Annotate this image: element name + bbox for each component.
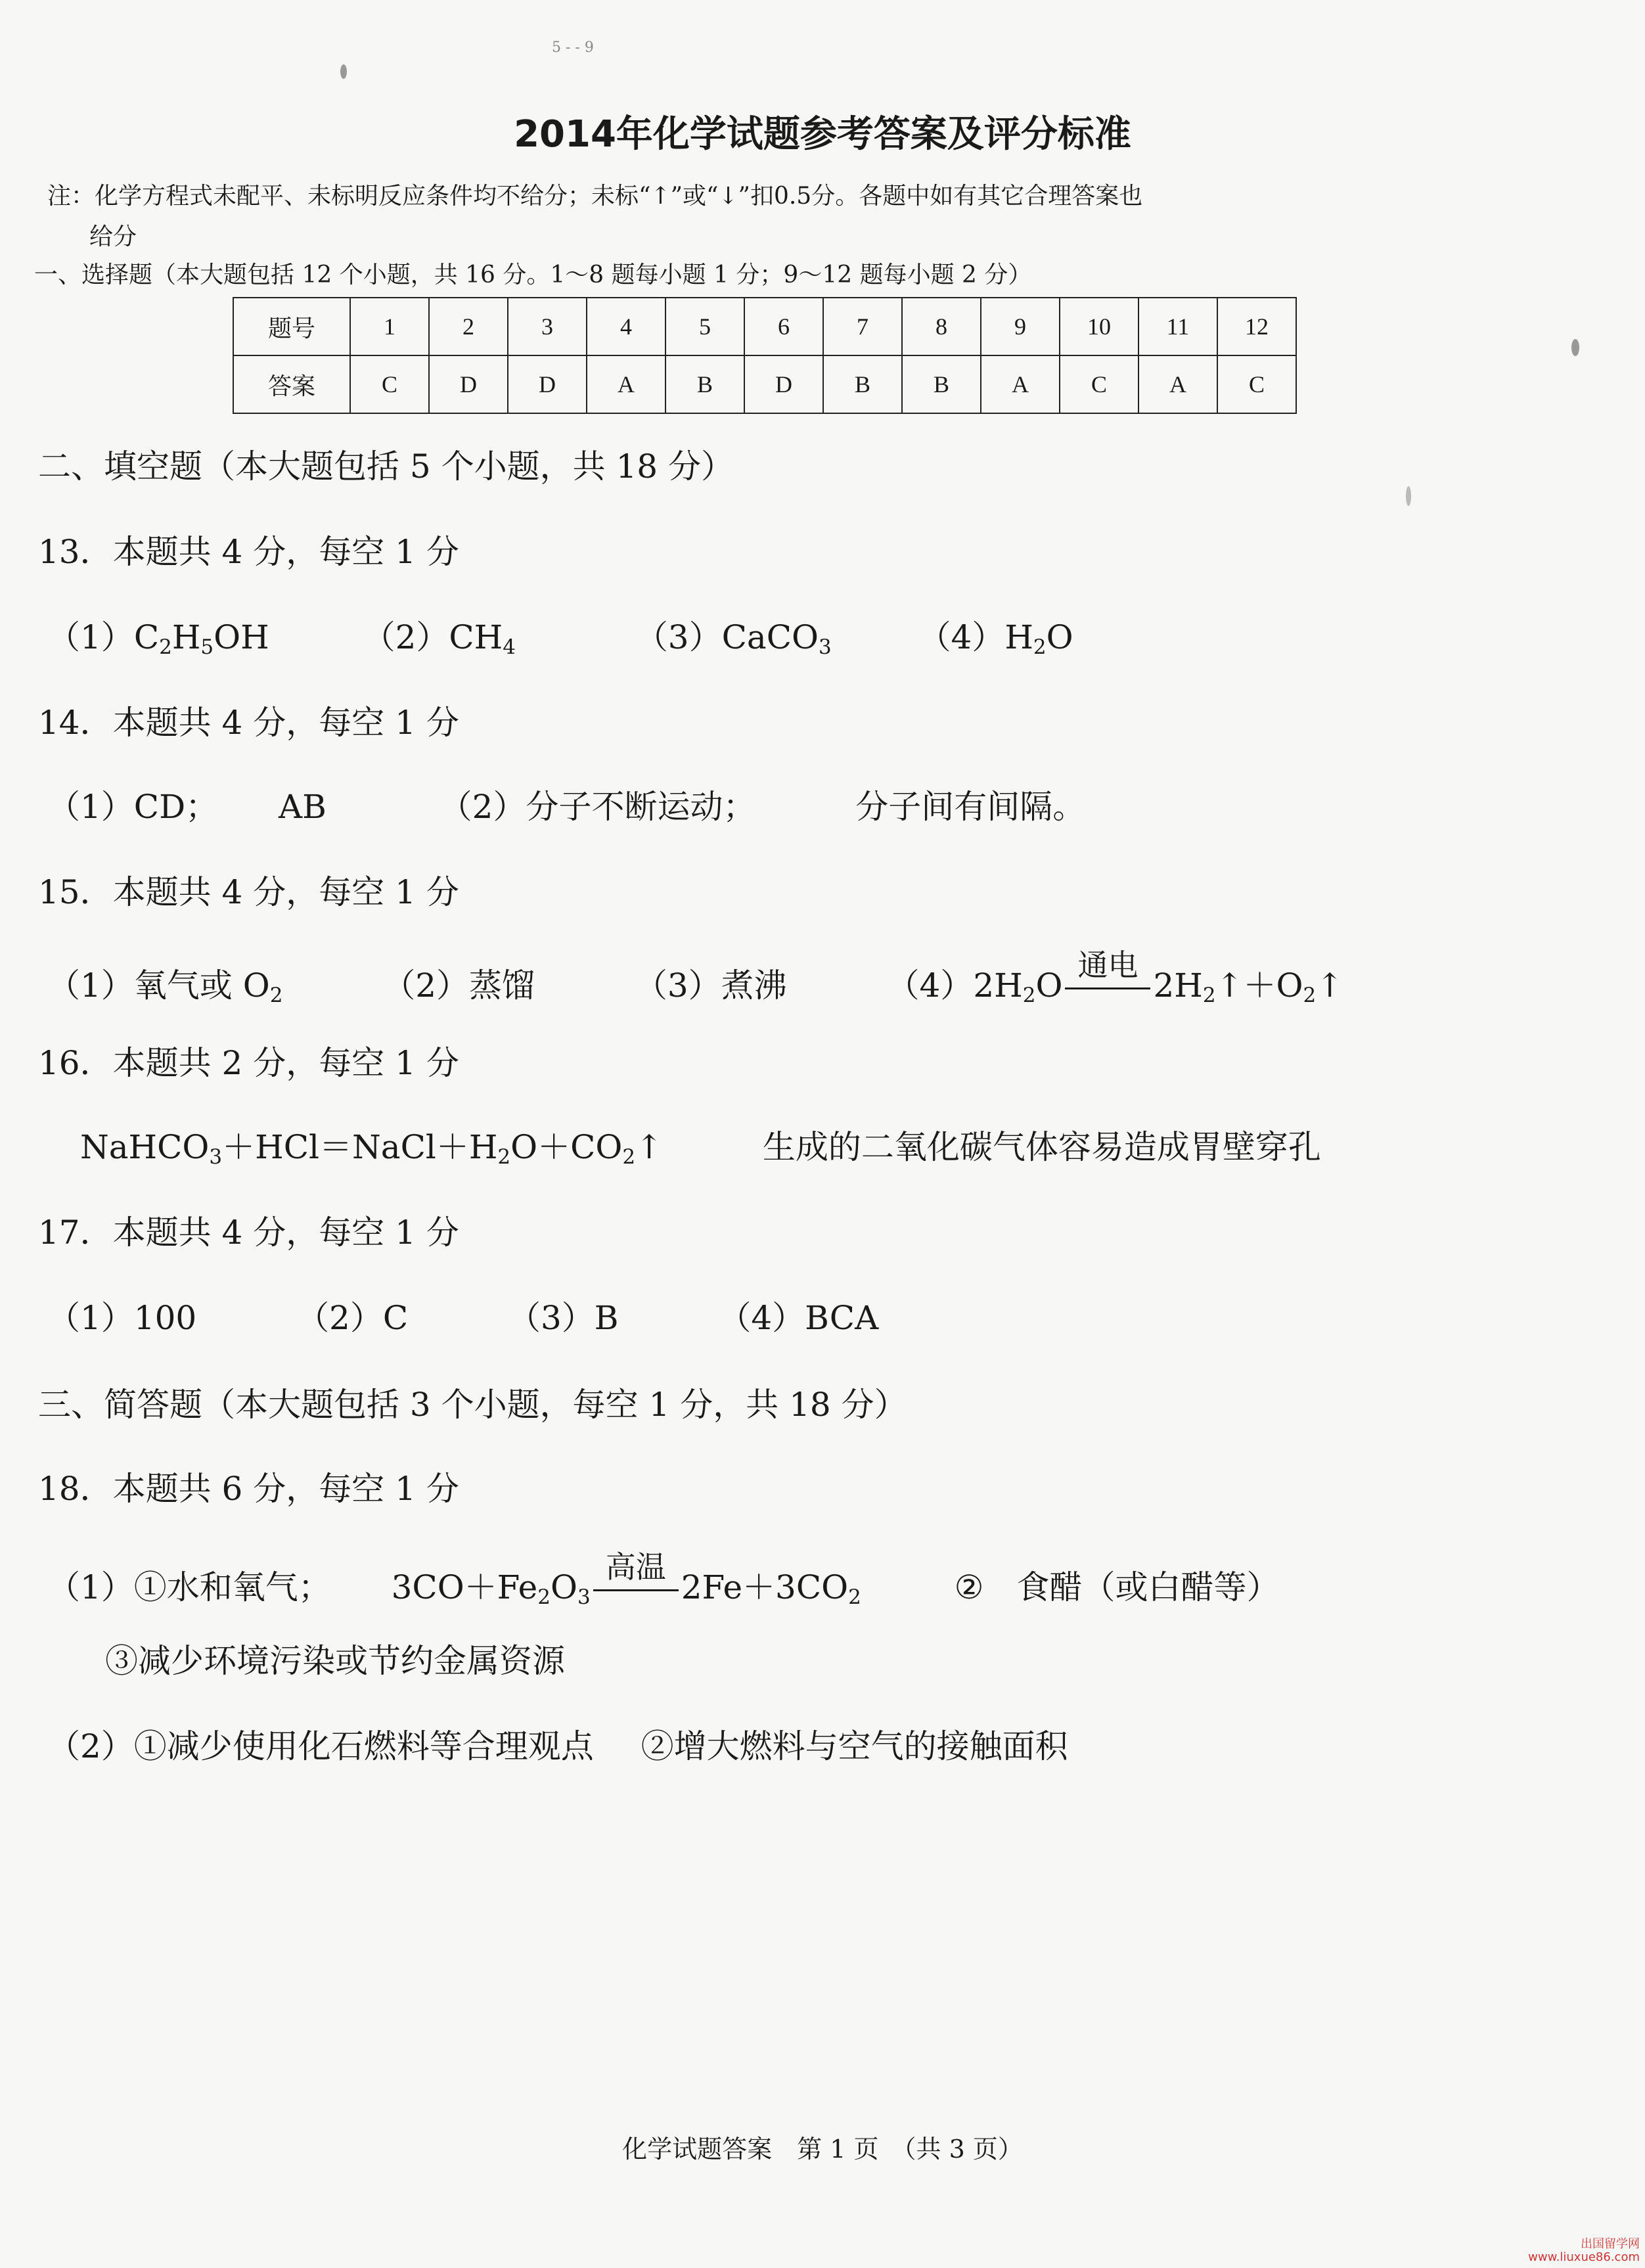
table-cell: 3 bbox=[508, 298, 587, 355]
formula: $CH_4$ bbox=[449, 618, 516, 659]
grading-note-line: 给分 bbox=[89, 223, 137, 250]
watermark-line: 出国留学网 bbox=[1581, 2237, 1640, 2251]
answer-text: AB bbox=[278, 788, 327, 826]
scan-speck bbox=[1571, 339, 1579, 356]
table-cell: 7 bbox=[823, 298, 902, 355]
q13-answers bbox=[47, 611, 1073, 658]
q16-answers bbox=[80, 1121, 1321, 1168]
table-cell: 11 bbox=[1138, 298, 1217, 355]
answer-label: （1） bbox=[47, 618, 134, 656]
watermark-line: www.liuxue86.com bbox=[1528, 2250, 1640, 2264]
formula: CaCO$_3$ bbox=[721, 618, 832, 659]
answer-label: （4） bbox=[918, 618, 1005, 656]
table-cell: C bbox=[1060, 355, 1138, 413]
table-cell: D bbox=[429, 355, 508, 413]
section1-heading: 一、选择题（本大题包括 12 个小题，共 16 分。1～8 题每小题 1 分；9～12 题每小题 2 分） bbox=[34, 261, 1032, 288]
number-row bbox=[233, 298, 1296, 355]
table-cell: B bbox=[823, 355, 902, 413]
table-cell: 4 bbox=[587, 298, 665, 355]
answer-text: （2）①减少使用化石燃料等合理观点 bbox=[47, 1727, 594, 1765]
table-cell: 2 bbox=[429, 298, 508, 355]
answer-text: ②增大燃料与空气的接触面积 bbox=[641, 1727, 1068, 1765]
row-label: 题号 bbox=[233, 298, 350, 355]
grading-note bbox=[47, 176, 1558, 258]
table-cell: 6 bbox=[744, 298, 823, 355]
answer-text: （2）分子不断运动； bbox=[439, 788, 756, 826]
table-cell: A bbox=[981, 355, 1060, 413]
q13-heading: 13．本题共 4 分，每空 1 分 bbox=[38, 533, 459, 571]
scan-speck bbox=[1406, 486, 1411, 506]
electrolysis-equation: $2H_2O$ 通电 $2H_2↑+O_2↑$ bbox=[973, 966, 1343, 1005]
answer-row bbox=[233, 355, 1296, 413]
q14-answers bbox=[47, 781, 1085, 828]
watermark-logo bbox=[1528, 2238, 1640, 2264]
answer-table bbox=[233, 297, 1297, 414]
reaction-condition: 高温 bbox=[605, 1549, 666, 1585]
formula: $H_2O$ bbox=[1004, 618, 1073, 659]
table-cell: 8 bbox=[902, 298, 981, 355]
q17-answers bbox=[47, 1292, 878, 1339]
table-cell: 10 bbox=[1060, 298, 1138, 355]
answer-text: （4）BCA bbox=[718, 1299, 879, 1337]
answer-text: （1）①水和氧气； bbox=[47, 1568, 331, 1606]
formula: $C_2H_5OH$ bbox=[133, 618, 269, 659]
table-cell: 5 bbox=[665, 298, 744, 355]
scan-speck bbox=[340, 64, 347, 79]
grading-note-line: 注：化学方程式未配平、未标明反应条件均不给分；未标“↑”或“↓”扣0.5分。各题中如有其它合理答案也 bbox=[47, 183, 1143, 210]
answer-text: （1）CD； bbox=[47, 788, 219, 826]
scan-mark: 5 - - 9 bbox=[552, 39, 594, 56]
reaction-equation: $NaHCO_3+HCl=NaCl+H_2O+CO_2↑$ bbox=[80, 1128, 664, 1169]
table-cell: C bbox=[1217, 355, 1296, 413]
answer-text: （3）煮沸 bbox=[634, 966, 787, 1005]
q18-line1 bbox=[47, 1549, 1280, 1609]
table-cell: 9 bbox=[981, 298, 1060, 355]
q18-line2: ③减少环境污染或节约金属资源 bbox=[105, 1642, 565, 1680]
page-footer: 化学试题答案 第 1 页 （共 3 页） bbox=[622, 2135, 1023, 2164]
table-cell: A bbox=[1138, 355, 1217, 413]
page-title: 2014年化学试题参考答案及评分标准 bbox=[514, 113, 1131, 156]
section3-heading: 三、简答题（本大题包括 3 个小题，每空 1 分，共 18 分） bbox=[38, 1386, 907, 1424]
answer-text: （3）B bbox=[507, 1299, 619, 1337]
answer-text: （1）氧气或 bbox=[47, 966, 233, 1005]
q18-heading: 18．本题共 6 分，每空 1 分 bbox=[38, 1470, 459, 1508]
answer-text: （2）C bbox=[296, 1299, 409, 1337]
q18-line3 bbox=[47, 1720, 1068, 1767]
answer-text: 生成的二氧化碳气体容易造成胃壁穿孔 bbox=[762, 1128, 1321, 1166]
answer-label: （2） bbox=[362, 618, 449, 656]
q16-heading: 16．本题共 2 分，每空 1 分 bbox=[38, 1044, 459, 1082]
section2-heading: 二、填空题（本大题包括 5 个小题，共 18 分） bbox=[38, 447, 734, 486]
q15-answers bbox=[47, 947, 1344, 1007]
answer-text: ② 食醋（或白醋等） bbox=[954, 1568, 1280, 1606]
table-cell: C bbox=[350, 355, 429, 413]
row-label: 答案 bbox=[233, 355, 350, 413]
formula: $O_2$ bbox=[232, 966, 283, 1007]
table-cell: 1 bbox=[350, 298, 429, 355]
reduction-equation: $3CO+Fe_2O_3$ 高温 $2Fe+3CO_2$ bbox=[392, 1568, 861, 1606]
answer-text: （1）100 bbox=[47, 1299, 197, 1337]
table-cell: D bbox=[508, 355, 587, 413]
q15-heading: 15．本题共 4 分，每空 1 分 bbox=[38, 873, 459, 911]
table-cell: B bbox=[665, 355, 744, 413]
q14-heading: 14．本题共 4 分，每空 1 分 bbox=[38, 704, 459, 742]
answer-text: 分子间有间隔。 bbox=[855, 788, 1086, 826]
answer-label: （4） bbox=[886, 966, 974, 1005]
table-cell: 12 bbox=[1217, 298, 1296, 355]
reaction-condition: 通电 bbox=[1077, 947, 1138, 983]
table-cell: B bbox=[902, 355, 981, 413]
table-cell: A bbox=[587, 355, 665, 413]
answer-label: （3） bbox=[635, 618, 722, 656]
table-cell: D bbox=[744, 355, 823, 413]
answer-text: （2）蒸馏 bbox=[382, 966, 535, 1005]
q17-heading: 17．本题共 4 分，每空 1 分 bbox=[38, 1213, 459, 1252]
